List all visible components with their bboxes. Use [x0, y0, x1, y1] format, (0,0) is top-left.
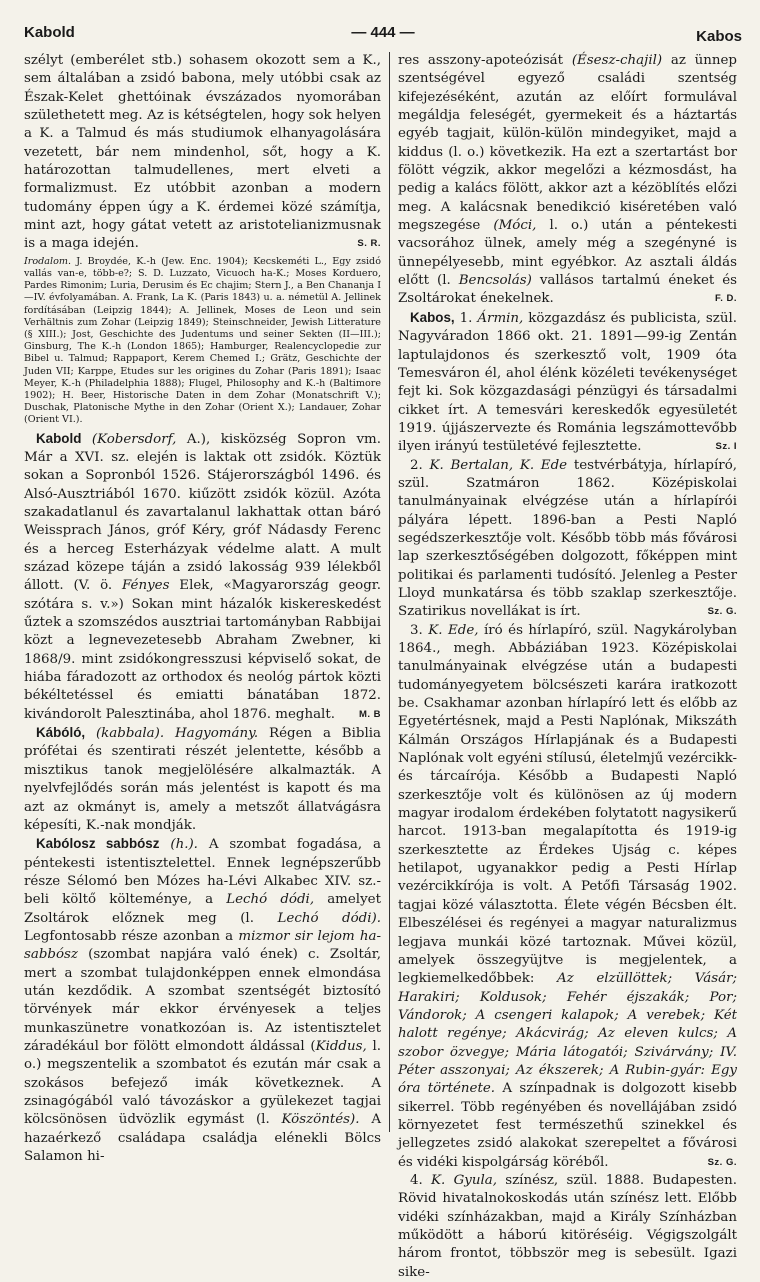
k2-signature: Sz. G.	[707, 606, 737, 618]
author-signature: S. R.	[357, 238, 381, 250]
entry-kabold	[24, 430, 381, 725]
kabolo-text: Régen a Biblia prófétai és szentirati részét jelentette, később a misztikus tanok megjelölésére alkalmazták. A nyelvfejlődés során más jelentést is kapott és ma azt az okmányt is, amely a metszőt állatvágásra képesíti, K.-nak mondják.	[24, 726, 381, 833]
entry-kabolosz-continuation	[398, 52, 737, 309]
bibliography	[24, 256, 381, 427]
kabolosz-ref-3: mizmor sir lejom ha-sabbósz	[24, 928, 381, 963]
page-header	[24, 24, 742, 46]
cont-ref-3: Bencsolás)	[458, 273, 532, 289]
k4-number: 4.	[410, 1172, 423, 1188]
kabolosz-alt: (h.).	[170, 837, 198, 853]
left-column	[24, 52, 381, 1165]
k4-name: K. Gyula,	[431, 1172, 497, 1188]
k2-number: 2.	[410, 457, 423, 473]
kabolosz-text-3: Legfontosabb része azonban a	[24, 928, 234, 944]
cont-text-2: az ünnep szentségével egyező családi szentség kifejezéséként, azután az előírt formulával megáldja feleségét, gyermekeit és a háztartás egyéb tagjait, külön-külön mindegyiket, majd a kiddus (l. o.) következik. Ha ezt a szertartást bor fölött végzik, akkor megelőzi a kézmosdást, ha pedig a kalács fölött, akkor azt a kézöblítés előzi meg. A kalácsnak benedikció kiséretében való megszegése	[398, 53, 738, 234]
k2-text: testvérbátyja, hírlapíró, szül. Szatmáron 1862. Középiskolai tanulmányainak elvégzése után a hírlapírói pályára lépett. 1896-ban a Pesti Napló segédszerkesztője volt. Később több más fővárosi lap szerkesztőségében dolgozott, főképpen mint politikai és parlamenti tudósító. Jelenleg a Pester Lloyd munkatársa és több szaklap szerkesztője. Szatirikus novellákat is írt.	[398, 457, 738, 620]
kabolo-alt: (kabbala). Hagyomány.	[95, 726, 259, 742]
kabolosz-text: A szombat fogadása, a péntekesti istentisztelettel. Ennek legnépszerűbb része Sélomó ben Mózes ha-Lévi Alkabec XIV. sz.-beli költő költeménye, a	[24, 837, 381, 908]
k4-text: színész, szül. 1888. Budapesten. Rövid hivatalnokoskodás után színész lett. Előbb vidéki színházakban, majd a Király Színházban működött a háború kitöréséig. Végigszolgált három frontot, többször meg is sebesült. Igazi sike-	[398, 1172, 737, 1280]
kabold-signature: M. B	[358, 708, 381, 720]
entry-kabos-1	[398, 309, 737, 457]
kabold-alt-name: (Kobersdorf,	[91, 431, 177, 447]
kabold-ref: Fényes	[122, 578, 170, 594]
entry-kabolosz-sabbosz	[24, 835, 381, 1166]
cont-text-1: res asszony-apoteózisát	[398, 53, 564, 68]
headword-kabos: Kabos,	[410, 309, 455, 325]
kabolosz-ref-4: Kiddus,	[315, 1038, 367, 1054]
kabold-text: A.), kisközség Sopron vm. Már a XVI. sz. elején is laktak ott zsidók. Köztük sokan a Sopronból 1526. Stájerországból 1496. és Alsó-Ausztriából 1670. kiűzött zsidók közül. Azóta szakadatlanul és zavartalanul lakhattak ottan báró Weissprach János, gróf Kéry, gróf Nádasdy Ferenc és a herceg Esterházyak védelme alatt. A mult század közepe táján a zsidó lakosság 939 lélekből állott. (V. ö.	[24, 431, 381, 594]
k3-number: 3.	[410, 622, 423, 638]
kabos-name: Ármin,	[477, 310, 524, 326]
k3-text: író és hírlapíró, szül. Nagykárolyban 1864., megh. Abbáziában 1923. Középiskolai tanulmányainak elvégzése után a budapesti tudományegyetem bölcsészeti karára iratkozott be. Csakhamar azonban hírlapíró lett és előbb az Egyetértésnek, majd a Pesti Naplónak, Mikszáth Kálmán Országos Hírlapjának és a Budapesti Naplónak volt egyéni stílusú, életelmjű vezércikk- és tárcaírója. Később a Budapesti Napló szerkesztője volt és különösen az új modern magyar irodalom érdekében folytatott nagysikerű harcot. 1913-ban megalapította és 1919-ig szerkesztette az Érdekes Ujság c. képes hetilapot, ugyanakkor pedig a Pesti Hírlap vezércikkírója is volt. A Petőfi Társaság 1902. tagjai közé választotta. Élete végén Bécsben élt. Elbeszélései és regényei a magyar naturalizmus legjava munkái közé tartoznak. Művei közül, amelyek összegyüjtve is megjelentek, a legkiemelkedőbbek:	[398, 622, 738, 987]
kabolosz-text-2: amelyet Zsoltárok előznek meg (l.	[24, 892, 381, 926]
entry-kabos-2	[398, 457, 737, 622]
entry-kabos-4	[398, 1172, 737, 1282]
bibliography-label: Irodalom.	[24, 255, 72, 267]
entry-continuation	[24, 52, 381, 254]
kabolosz-ref-5: Köszöntés).	[281, 1112, 360, 1128]
bibliography-text: J. Broydée, K.-h (Jew. Enc. 1904); Kecskeméti L., Egy zsidó vallás van-e, több-e?; S. D. Luzzato, Vicuoch ha-K.; Moses Korduero, Pardes Rimonim; Luria, Derusim és Ec chajim; Stern J., a Ben Chananja I—IV. évfolyamában. A. Frank, La K. (Paris 1843) u. a. németül A. Jellinek fordításában (Leipzig 1844); A. Jellinek, Moses de Leon und sein Verhältnis zum Zohar (Leipzig 1849); Steinschneider, Jewish Litterature (§ XIII.); Jost, Geschichte des Judentums und seiner Sekten (II—III.); Ginsburg, The K.-h (London 1865); Hamburger, Realencyclopedie zur Bibel u. Talmud; Rappaport, Kerem Chemed I.; Grätz, Geschichte der Juden VII; Karppe, Etudes sur les origines du Zohar (Paris 1891); Isaac Meyer, K.-h (Philadelphia 1888); Flugel, Philosophy and K.-h (Baltimore 1902); H. Beer, Historische Daten in dem Zohar (Monatschrift V.); Duschak, Platonische Mythe in den Zohar (Orient X.); Landauer, Zohar (Orient VI.).	[24, 255, 381, 426]
page-number: — 444 —	[351, 24, 415, 41]
kabos-text: közgazdász és publicista, szül. Nagyváradon 1866 okt. 21. 1891—99-ig Zentán laptulajdonos és szerkesztő volt, 1909 óta Temesváron él, ahol élénk közéleti tevékenységet fejt ki. Sok közgazdasági pénzügyi és társadalmi cikket írt. A temesvári kereskedők egyesületét 1919. újjászervezte és Románia legszámottevőbb ilyen irányú testületévé fejlesztette.	[398, 310, 737, 455]
continuation-text: szélyt (emberélet stb.) sohasem okozott sem a K., sem általában a zsidó babona, mely utóbbi csak az Észak-Kelet ghettóinak évszázados nyomorában születhetett meg. Az is kétségtelen, hogy sok helyen a K. a Talmud és más studiumok elhanyagolására vezetett, bár nem mindenhol, sőt, hogy a K. határozottan talmudellenes, mert elveti a formalizmust. Ez utóbbit azonban a modern tudomány éppen úgy a K. érdemei közé számítja, mint azt, hogy gátat vetett az aristotelianizmusnak is a maga idején.	[24, 53, 381, 252]
k3-text-2: A színpadnak is dolgozott kisebb sikerrel. Több regényében és novellájában zsidó környezetet fest természethű szinekkel és jellegzetes zsidó alakokat szerepeltet a fővárosi és vidéki kispolgárság köréből.	[398, 1081, 737, 1170]
cont-text-4: vallásos tartalmú éneket és Zsoltárokat énekelnek.	[398, 273, 737, 307]
kabos-number: 1.	[459, 310, 473, 326]
kabold-text-2: Elek, «Magyarország geogr. szótára s. v.») Sokan mint házalók kiskereskedést űztek a szomszédos ausztriai tartományban Rabbijai közt a legnevezetesebb Abraham Zwebner, ki 1868/9. mint zsidókongresszusi képviselő sokat, de hiába fáradozott az orthodox és neológ pártok közti békéltetéssel és emiatti bánatában 1872. kivándorolt Palesztinába, ahol 1876. meghalt.	[24, 578, 381, 722]
column-divider	[389, 52, 390, 1132]
headword-kabolo: Kábóló,	[36, 725, 86, 741]
cont-ref-1: (Ésesz-chajil)	[571, 53, 663, 68]
k3-name: K. Ede,	[428, 622, 479, 638]
k2-name: K. Bertalan, K. Ede	[429, 457, 568, 473]
entry-kabos-3	[398, 622, 737, 1172]
right-column	[398, 52, 738, 1280]
cont-text-3: l. o.) után a péntekesti vacsorához ülnek, amely még a szegényné is ünnepélyesebb, mint egyébkor. Az asztali áldás előtt (l.	[398, 218, 737, 289]
cont-ref-2: (Móci,	[493, 218, 537, 234]
kabolosz-text-4: (szombat napjára való ének) c. Zsoltár, mert a szombat tulajdonképpen ennek elmondása után kezdődik. A szombat szentségét biztosító törvények már ekkor érvényesek a teljes munkaszünetre vonatkozóan is. Az istentisztelet záradékául bor fölött elmondott áldással (	[24, 947, 381, 1054]
headword-kabold: Kabold	[36, 430, 82, 446]
header-right-headword: Kabos	[696, 28, 742, 45]
cont-signature: F. D.	[714, 293, 737, 305]
kabolosz-ref-1: Lechó dódi,	[226, 892, 315, 908]
entry-kabolo	[24, 724, 381, 835]
kabolosz-text-5: l. o.) megszentelik a szombatot és ezután már csak a szokásos befejező imák következnek. A zsinagógából való távozáskor a gyülekezet tagjai kölcsönösen üdvözlik egymást (l.	[24, 1038, 381, 1128]
headword-kabolosz-sabbosz: Kabólosz sabbósz	[36, 836, 160, 852]
kabolosz-text-6: A hazaérkező családapa családja elénekli Bölcs Salamon hi-	[24, 1112, 381, 1165]
k3-signature: Sz. G.	[707, 1156, 737, 1168]
kabos-signature: Sz. I	[715, 441, 737, 453]
header-left-headword: Kabold	[24, 24, 75, 41]
k3-works: Az elzüllöttek; Vásár; Harakiri; Koldusok; Fehér éjszakák; Por; Vándorok; A csengeri kalapok; A verebek; Két halott regénye; Akácvirág; Az eleven kulcs; A szobor özvegye; Mária látogatói; Szivárvány; IV. Péter asszonyai; Az ékszerek; A Rubin-gyár: Egy óra története.	[398, 971, 737, 1097]
kabolosz-ref-2: Lechó dódi).	[277, 910, 381, 926]
